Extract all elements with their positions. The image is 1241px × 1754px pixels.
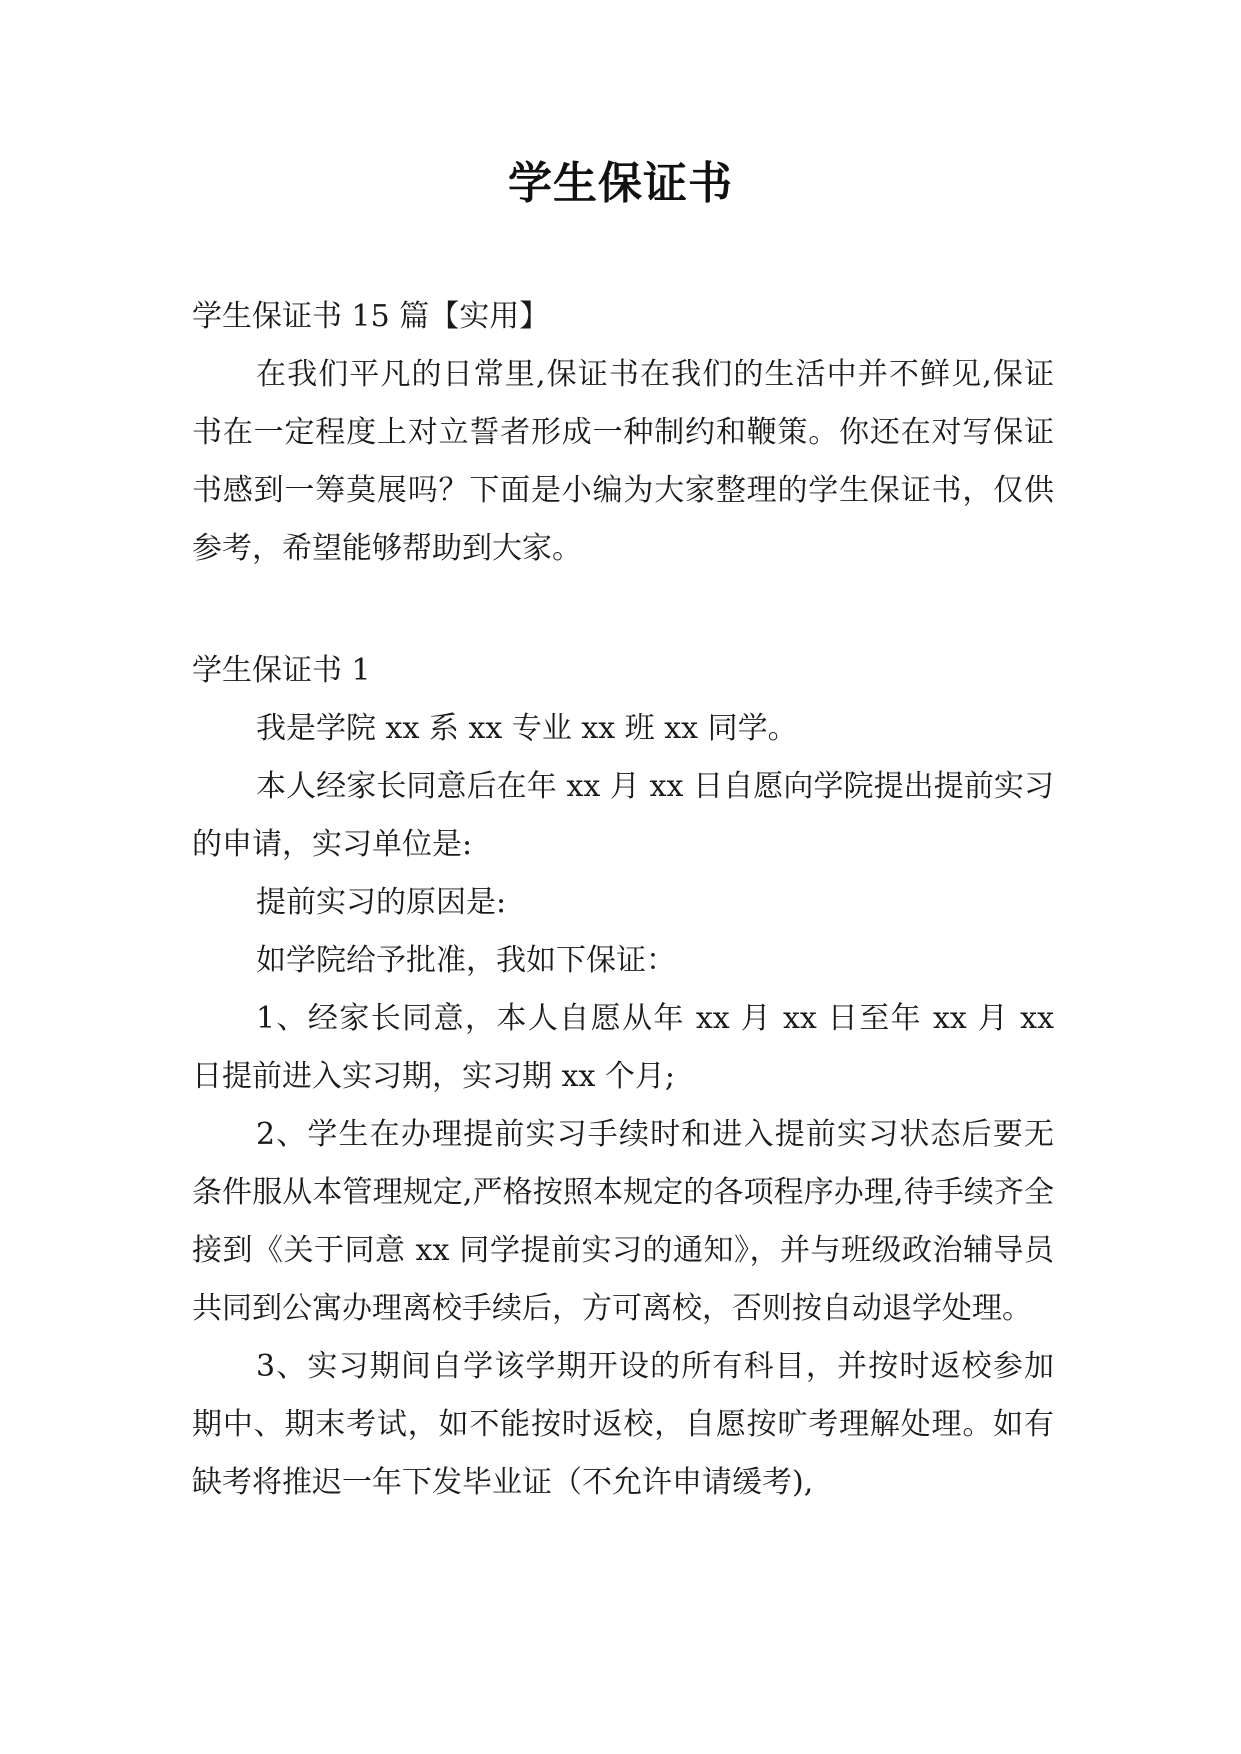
- section-paragraph: 如学院给予批准，我如下保证：: [256, 943, 676, 978]
- section-paragraph: 我是学院 xx 系 xx 专业 xx 班 xx 同学。: [256, 711, 798, 746]
- document-title: 学生保证书: [508, 158, 733, 209]
- document-body: [192, 288, 1054, 1512]
- document-subtitle: 学生保证书 15 篇【实用】: [192, 299, 550, 334]
- section-paragraph: 2、学生在办理提前实习手续时和进入提前实习状态后要无条件服从本管理规定,严格按照本规定的各项程序办理,待手续齐全接到《关于同意 xx 同学提前实习的通知》，并与班级政治辅导员共同到公寓办理离校手续后，方可离校，否则按自动退学处理。: [192, 1117, 1054, 1326]
- intro-paragraph: 在我们平凡的日常里,保证书在我们的生活中并不鲜见,保证书在一定程度上对立誓者形成一种制约和鞭策。你还在对写保证书感到一筹莫展吗？下面是小编为大家整理的学生保证书，仅供参考，希望能够帮助到大家。: [192, 357, 1054, 566]
- section-paragraph: 1、经家长同意，本人自愿从年 xx 月 xx 日至年 xx 月 xx 日提前进入实习期，实习期 xx 个月;: [192, 1001, 1054, 1094]
- section-paragraph: 本人经家长同意后在年 xx 月 xx 日自愿向学院提出提前实习的申请，实习单位是:: [192, 769, 1054, 862]
- section-paragraph: 3、实习期间自学该学期开设的所有科目，并按时返校参加期中、期末考试，如不能按时返校，自愿按旷考理解处理。如有缺考将推迟一年下发毕业证（不允许申请缓考),: [192, 1349, 1054, 1500]
- section-gap: [192, 578, 1054, 642]
- section-paragraph: 提前实习的原因是:: [256, 885, 507, 920]
- section-heading: 学生保证书 1: [192, 653, 371, 688]
